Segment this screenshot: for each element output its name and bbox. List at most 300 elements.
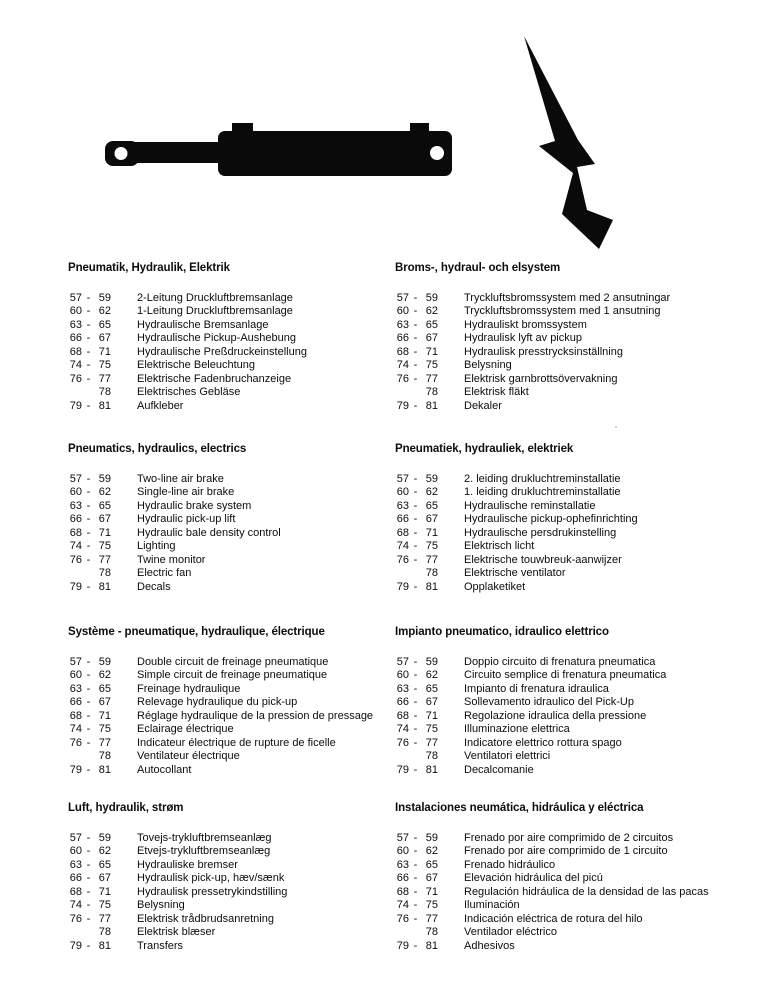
- page-from: 63: [396, 858, 409, 871]
- page-range-dash: -: [413, 292, 418, 304]
- page-to: 71: [425, 526, 438, 539]
- toc-item-row: [395, 554, 638, 567]
- page-from: 66: [69, 332, 82, 345]
- page-to: 67: [98, 872, 111, 885]
- page-from: 63: [396, 499, 409, 512]
- page-range-dash: -: [86, 345, 91, 358]
- toc-item-row: [68, 696, 373, 709]
- toc-items: [68, 473, 281, 594]
- page-range-dash: [82, 386, 95, 399]
- page-range-dash: -: [413, 939, 418, 952]
- page-range-dash: -: [413, 832, 418, 844]
- page-from: 74: [69, 723, 82, 736]
- item-label: Elektrische Beleuchtung: [137, 359, 256, 372]
- page-range-dash: -: [413, 872, 418, 885]
- toc-item-row: [395, 527, 638, 540]
- toc-section-english: [68, 443, 281, 594]
- page-from: 74: [69, 899, 82, 912]
- page-from: 60: [396, 845, 409, 858]
- page-range-dash: [409, 750, 422, 763]
- page-to: 65: [425, 682, 438, 695]
- page-to: 59: [98, 292, 111, 304]
- toc-item-row: [395, 292, 670, 305]
- page-from: [395, 750, 409, 763]
- page-range-dash: -: [413, 553, 418, 566]
- page-to: 67: [425, 872, 438, 885]
- item-label: Réglage hydraulique de la pression de pressage: [137, 709, 374, 722]
- toc-item-row: [395, 832, 709, 845]
- toc-item-row: [68, 386, 307, 399]
- toc-item-row: [68, 899, 287, 912]
- page-from: 74: [396, 359, 409, 372]
- item-label: Hydraulic bale density control: [137, 526, 281, 539]
- item-label: Hydraulische Pickup-Aushebung: [137, 332, 296, 345]
- toc-items: [68, 656, 373, 777]
- page-range-dash: -: [86, 858, 91, 871]
- toc-item-row: [395, 305, 670, 318]
- item-label: Hydraulisk pressetrykindstilling: [137, 885, 288, 898]
- item-label: Impianto di frenatura idraulica: [464, 682, 609, 695]
- page-range-dash: [409, 386, 422, 399]
- page-range-dash: [82, 926, 95, 939]
- page-from: 68: [69, 885, 82, 898]
- page-to: 78: [98, 926, 111, 939]
- page-from: 74: [69, 359, 82, 372]
- page-to: 75: [425, 359, 438, 372]
- page-from: 79: [69, 580, 82, 593]
- item-label: Dekaler: [464, 399, 502, 412]
- section-title: Luft, hydraulik, strøm: [68, 802, 184, 814]
- page-to: 71: [98, 526, 111, 539]
- page-to: 71: [98, 709, 111, 722]
- item-label: Simple circuit de freinage pneumatique: [137, 669, 328, 682]
- page-to: 75: [425, 899, 438, 912]
- toc-item-row: [395, 669, 666, 682]
- page-to: 78: [425, 386, 438, 399]
- item-label: Doppio circuito di frenatura pneumatica: [464, 656, 656, 668]
- page-from: 60: [69, 845, 82, 858]
- page-to: 62: [98, 305, 111, 318]
- page-to: 78: [425, 926, 438, 939]
- toc-item-row: [395, 359, 670, 372]
- toc-section-dutch: [395, 443, 638, 594]
- page-to: 75: [98, 899, 111, 912]
- page-from: 76: [69, 372, 82, 385]
- toc-item-row: [395, 737, 666, 750]
- page-range-dash: -: [413, 885, 418, 898]
- item-label: Hydraulische Preßdruckeinstellung: [137, 345, 307, 358]
- page-from: 79: [69, 763, 82, 776]
- page-from: 60: [396, 669, 409, 682]
- page-to: 77: [98, 553, 111, 566]
- toc-item-row: [395, 567, 638, 580]
- toc-item-row: [395, 500, 638, 513]
- page-range-dash: -: [413, 656, 418, 668]
- page-to: 71: [98, 345, 111, 358]
- page-from: 57: [69, 656, 82, 668]
- page-from: 68: [396, 709, 409, 722]
- toc-item-row: [395, 764, 666, 777]
- page-to: 77: [425, 912, 438, 925]
- toc-section-italian: [395, 626, 666, 777]
- item-label: Tovejs-trykluftbremseanlæg: [137, 832, 272, 844]
- toc-item-row: [395, 540, 638, 553]
- toc-item-row: [68, 737, 373, 750]
- page-range-dash: -: [413, 372, 418, 385]
- page-to: 78: [98, 750, 111, 763]
- page-to: 67: [98, 513, 111, 526]
- toc-item-row: [68, 723, 373, 736]
- toc-item-row: [395, 872, 709, 885]
- page-from: 63: [396, 682, 409, 695]
- page-from: 76: [396, 736, 409, 749]
- toc-section-swedish: [395, 262, 670, 413]
- item-label: Electric fan: [137, 567, 192, 580]
- page-to: 75: [425, 723, 438, 736]
- page-to: 81: [98, 939, 111, 952]
- page-to: 75: [98, 540, 111, 553]
- page-to: 67: [425, 696, 438, 709]
- page-from: [68, 386, 82, 399]
- page-from: 66: [69, 513, 82, 526]
- page-from: 76: [69, 912, 82, 925]
- item-label: Hydraulic brake system: [137, 499, 252, 512]
- page-to: 77: [425, 372, 438, 385]
- page-to: 65: [425, 858, 438, 871]
- item-label: Tryckluftsbromssystem med 1 ansutning: [464, 305, 661, 318]
- toc-item-row: [68, 319, 307, 332]
- page-range-dash: -: [413, 763, 418, 776]
- toc-item-row: [395, 940, 709, 953]
- item-label: Freinage hydraulique: [137, 682, 241, 695]
- item-label: Ventilador eléctrico: [464, 926, 557, 939]
- scan-speck: [615, 426, 617, 428]
- item-label: Hydraulisk presstrycksinställning: [464, 345, 623, 358]
- page-from: 60: [396, 486, 409, 499]
- page-to: 75: [98, 359, 111, 372]
- page-range-dash: -: [413, 736, 418, 749]
- toc-item-row: [68, 669, 373, 682]
- page-to: 71: [425, 709, 438, 722]
- page-range-dash: -: [86, 885, 91, 898]
- page-to: 62: [425, 845, 438, 858]
- item-label: Elevación hidráulica del picú: [464, 872, 603, 885]
- toc-item-row: [68, 872, 287, 885]
- page-range-dash: -: [413, 318, 418, 331]
- toc-item-row: [68, 359, 307, 372]
- page-range-dash: -: [413, 513, 418, 526]
- toc-item-row: [395, 581, 638, 594]
- page-to: 65: [98, 858, 111, 871]
- page-range-dash: -: [86, 359, 91, 372]
- page-range-dash: -: [413, 682, 418, 695]
- page-range-dash: -: [413, 345, 418, 358]
- item-label: Circuito semplice di frenatura pneumatica: [464, 669, 667, 682]
- toc-item-row: [68, 513, 281, 526]
- toc-item-row: [395, 373, 670, 386]
- item-label: 1-Leitung Druckluftbremsanlage: [137, 305, 293, 318]
- page-from: 57: [396, 292, 409, 304]
- page-range-dash: -: [86, 682, 91, 695]
- item-label: Frenado hidráulico: [464, 858, 556, 871]
- toc-items: [395, 473, 638, 594]
- page-from: 63: [69, 682, 82, 695]
- item-label: Aufkleber: [137, 399, 184, 412]
- toc-item-row: [68, 683, 373, 696]
- item-label: Elektrisk garnbrottsövervakning: [464, 372, 618, 385]
- toc-item-row: [395, 319, 670, 332]
- page-to: 67: [425, 513, 438, 526]
- page-range-dash: -: [413, 899, 418, 912]
- page-range-dash: -: [86, 526, 91, 539]
- page-from: [68, 567, 82, 580]
- page-range-dash: -: [413, 332, 418, 345]
- item-label: Elektrisk blæser: [137, 926, 216, 939]
- item-label: Etvejs-trykluftbremseanlæg: [137, 845, 271, 858]
- lightning-bolt-icon: [480, 10, 680, 260]
- toc-item-row: [395, 926, 709, 939]
- page-from: [68, 750, 82, 763]
- page-from: 60: [69, 305, 82, 318]
- toc-item-row: [68, 886, 287, 899]
- page-to: 67: [98, 696, 111, 709]
- section-title: Pneumatik, Hydraulik, Elektrik: [68, 262, 230, 274]
- toc-item-row: [68, 400, 307, 413]
- page-from: 76: [396, 372, 409, 385]
- page-range-dash: -: [413, 858, 418, 871]
- toc-item-row: [68, 859, 287, 872]
- page-from: 60: [69, 486, 82, 499]
- page-from: 68: [69, 345, 82, 358]
- page-range-dash: -: [86, 399, 91, 412]
- page-to: 78: [425, 567, 438, 580]
- item-label: Hydraulische Bremsanlage: [137, 318, 269, 331]
- page-range-dash: [82, 750, 95, 763]
- page-to: 77: [98, 736, 111, 749]
- page-from: 79: [396, 939, 409, 952]
- item-label: Hydrauliske bremser: [137, 858, 238, 871]
- item-label: Hydraulisk pick-up, hæv/sænk: [137, 872, 285, 885]
- item-label: Elektrisches Gebläse: [137, 386, 241, 399]
- item-label: Hydraulische persdrukinstelling: [464, 526, 617, 539]
- toc-item-row: [68, 656, 373, 669]
- toc-item-row: [68, 940, 287, 953]
- item-label: Decals: [137, 580, 171, 593]
- page-from: 74: [396, 899, 409, 912]
- toc-item-row: [68, 292, 307, 305]
- page-range-dash: -: [86, 292, 91, 304]
- item-label: Hydraulisk lyft av pickup: [464, 332, 582, 345]
- page-to: 77: [425, 553, 438, 566]
- page-to: 71: [425, 885, 438, 898]
- item-label: Ventilatori elettrici: [464, 750, 551, 763]
- page-to: 77: [98, 912, 111, 925]
- page-to: 67: [98, 332, 111, 345]
- item-label: Sollevamento idraulico del Pick-Up: [464, 696, 634, 709]
- item-label: Belysning: [464, 359, 512, 372]
- section-title: Pneumatiek, hydrauliek, elektriek: [395, 443, 574, 455]
- item-label: Relevage hydraulique du pick-up: [137, 696, 298, 709]
- page-to: 71: [98, 885, 111, 898]
- page-range-dash: -: [413, 499, 418, 512]
- page-range-dash: -: [86, 696, 91, 709]
- page-from: 66: [396, 332, 409, 345]
- page-from: [395, 926, 409, 939]
- section-title: Instalaciones neumática, hidráulica y eléctrica: [395, 802, 644, 814]
- page-from: 57: [69, 292, 82, 304]
- item-label: Iluminación: [464, 899, 520, 912]
- toc-item-row: [68, 373, 307, 386]
- toc-item-row: [68, 832, 287, 845]
- hydraulic-cylinder-icon: [105, 118, 455, 190]
- page-range-dash: -: [86, 899, 91, 912]
- page-range-dash: -: [86, 763, 91, 776]
- page-from: 66: [396, 513, 409, 526]
- page-from: 60: [396, 305, 409, 318]
- page-to: 81: [425, 580, 438, 593]
- page-from: 63: [69, 499, 82, 512]
- toc-item-row: [395, 486, 638, 499]
- item-label: Autocollant: [137, 763, 192, 776]
- toc-item-row: [68, 845, 287, 858]
- page-to: 62: [425, 669, 438, 682]
- toc-section-french: [68, 626, 373, 777]
- page-range-dash: -: [86, 332, 91, 345]
- toc-items: [395, 832, 709, 953]
- page-from: 76: [396, 553, 409, 566]
- page-from: 66: [69, 696, 82, 709]
- page-from: 57: [396, 473, 409, 485]
- toc-item-row: [395, 346, 670, 359]
- toc-item-row: [68, 581, 281, 594]
- page-from: 63: [69, 318, 82, 331]
- page-range-dash: -: [86, 845, 91, 858]
- item-label: Elektrische Fadenbruchanzeige: [137, 372, 292, 385]
- page-to: 81: [98, 399, 111, 412]
- page-range-dash: -: [413, 912, 418, 925]
- page-to: 81: [425, 939, 438, 952]
- toc-item-row: [395, 845, 709, 858]
- page-range-dash: -: [86, 372, 91, 385]
- toc-item-row: [68, 764, 373, 777]
- toc-section-german: [68, 262, 307, 413]
- item-label: Single-line air brake: [137, 486, 235, 499]
- page-range-dash: -: [86, 656, 91, 668]
- page-to: 75: [98, 723, 111, 736]
- toc-item-row: [68, 540, 281, 553]
- toc-item-row: [395, 400, 670, 413]
- item-label: Hydraulische reminstallatie: [464, 499, 596, 512]
- item-label: Frenado por aire comprimido de 1 circuito: [464, 845, 668, 858]
- page-from: 76: [69, 736, 82, 749]
- page-from: 63: [69, 858, 82, 871]
- page-from: 68: [69, 709, 82, 722]
- page-from: 79: [69, 399, 82, 412]
- toc-item-row: [68, 926, 287, 939]
- item-label: Elektrisch licht: [464, 540, 535, 553]
- page-from: 74: [69, 540, 82, 553]
- page-range-dash: -: [86, 513, 91, 526]
- page-to: 65: [98, 499, 111, 512]
- page-to: 65: [98, 682, 111, 695]
- page-range-dash: -: [86, 499, 91, 512]
- page-from: 68: [69, 526, 82, 539]
- item-label: Hydraulic pick-up lift: [137, 513, 236, 526]
- toc-item-row: [68, 500, 281, 513]
- page-range-dash: -: [413, 359, 418, 372]
- page-to: 71: [425, 345, 438, 358]
- item-label: Double circuit de freinage pneumatique: [137, 656, 329, 668]
- item-label: Regolazione idraulica della pressione: [464, 709, 647, 722]
- toc-items: [68, 832, 287, 953]
- page-to: 59: [425, 292, 438, 304]
- item-label: Belysning: [137, 899, 185, 912]
- page-to: 59: [98, 473, 111, 485]
- toc-item-row: [395, 710, 666, 723]
- section-title: Système - pneumatique, hydraulique, électrique: [68, 626, 325, 638]
- page-from: [395, 567, 409, 580]
- page-from: 79: [69, 939, 82, 952]
- page-from: 79: [396, 763, 409, 776]
- page-to: 81: [98, 763, 111, 776]
- toc-item-row: [68, 486, 281, 499]
- page-range-dash: -: [86, 832, 91, 844]
- item-label: Elektrische ventilator: [464, 567, 566, 580]
- page-to: 59: [425, 473, 438, 485]
- item-label: Decalcomanie: [464, 763, 534, 776]
- toc-section-spanish: [395, 802, 709, 953]
- toc-item-row: [68, 305, 307, 318]
- item-label: Ventilateur électrique: [137, 750, 240, 763]
- page-range-dash: -: [86, 723, 91, 736]
- page-range-dash: -: [86, 872, 91, 885]
- page-range-dash: -: [413, 669, 418, 682]
- page-to: 65: [98, 318, 111, 331]
- toc-item-row: [68, 710, 373, 723]
- page-range-dash: -: [413, 709, 418, 722]
- page-from: 74: [396, 723, 409, 736]
- page-to: 77: [98, 372, 111, 385]
- toc-item-row: [395, 886, 709, 899]
- item-label: Lighting: [137, 540, 176, 553]
- page-to: 75: [425, 540, 438, 553]
- page-range-dash: -: [86, 709, 91, 722]
- toc-item-row: [395, 750, 666, 763]
- toc-item-row: [395, 913, 709, 926]
- page-to: 59: [98, 832, 111, 844]
- item-label: Eclairage électrique: [137, 723, 234, 736]
- item-label: Regulación hidráulica de la densidad de las pacas: [464, 885, 709, 898]
- page-range-dash: -: [413, 580, 418, 593]
- page-range-dash: -: [413, 486, 418, 499]
- page-from: 74: [396, 540, 409, 553]
- page-from: 57: [69, 473, 82, 485]
- page-range-dash: -: [86, 736, 91, 749]
- toc-item-row: [395, 696, 666, 709]
- page-from: 76: [69, 553, 82, 566]
- page-to: 62: [98, 845, 111, 858]
- toc-item-row: [68, 346, 307, 359]
- page-range-dash: -: [86, 669, 91, 682]
- page-range-dash: -: [86, 486, 91, 499]
- page-from: 57: [69, 832, 82, 844]
- toc-item-row: [395, 859, 709, 872]
- page-from: 66: [69, 872, 82, 885]
- page-to: 81: [98, 580, 111, 593]
- page-range-dash: -: [413, 399, 418, 412]
- toc-item-row: [68, 527, 281, 540]
- page-range-dash: -: [86, 553, 91, 566]
